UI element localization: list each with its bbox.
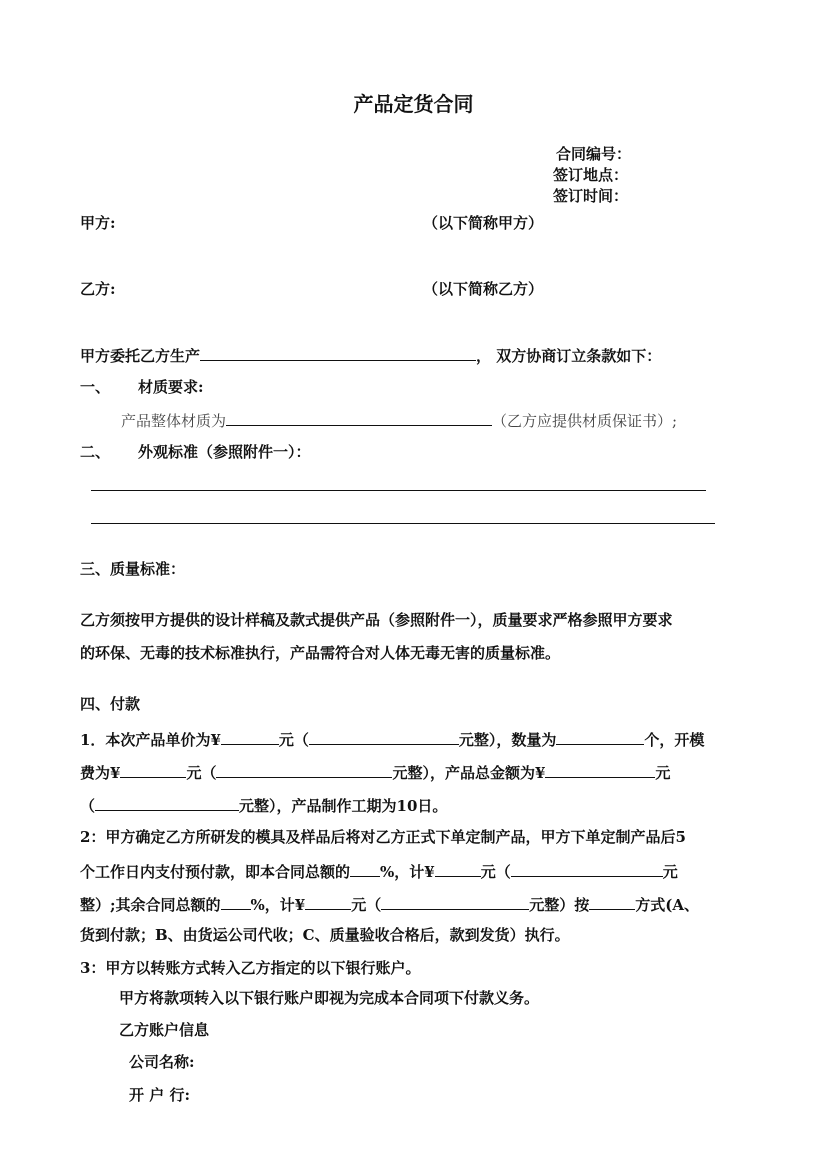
section-1-number: 一、 bbox=[80, 378, 111, 396]
quantity-blank bbox=[556, 728, 644, 745]
mold-fee-words-blank bbox=[216, 761, 392, 778]
payment-method-blank bbox=[589, 893, 635, 910]
payment-method-options: 方式(A、 bbox=[635, 896, 700, 914]
unit-price-words-blank bbox=[309, 728, 459, 745]
balance-method-label: 元整）按 bbox=[529, 896, 590, 914]
balance-label: 整）;其余合同总额的 bbox=[80, 896, 221, 914]
material-blank bbox=[226, 409, 492, 426]
party-a-label: 甲方: bbox=[80, 214, 116, 232]
account-info-heading: 乙方账户信息 bbox=[119, 1021, 210, 1039]
balance-yuan: 元（ bbox=[351, 896, 382, 914]
unit-price-blank bbox=[221, 728, 279, 745]
unit-price-yuan: 元（ bbox=[278, 731, 309, 749]
balance-words-blank bbox=[381, 893, 529, 910]
total-amount-words-blank bbox=[95, 794, 239, 811]
appearance-blank-line-2 bbox=[91, 523, 715, 524]
company-name-label: 公司名称: bbox=[129, 1053, 195, 1071]
prepayment-percent-blank bbox=[350, 860, 380, 877]
section-2-number: 二、 bbox=[80, 443, 111, 461]
material-line bbox=[121, 409, 677, 431]
balance-amount-blank bbox=[305, 893, 351, 910]
party-b-label: 乙方: bbox=[80, 280, 116, 298]
total-amount-label: 元整），产品总金额为¥ bbox=[392, 764, 546, 782]
payment-clause-2-line-2 bbox=[80, 860, 678, 882]
appearance-blank-line-1 bbox=[91, 490, 706, 491]
balance-amount-label: %，计¥ bbox=[250, 896, 306, 914]
quality-paragraph-line-1: 乙方须按甲方提供的设计样稿及款式提供产品（参照附件一），质量要求严格参照甲方要求 bbox=[80, 611, 673, 629]
quantity-label: 元整），数量为 bbox=[458, 731, 557, 749]
prepayment-words-blank bbox=[511, 860, 663, 877]
payment-line-1 bbox=[80, 728, 704, 750]
intro-text-after: ， 双方协商订立条款如下： bbox=[476, 347, 662, 365]
payment-clause-2-line-1: 2：甲方确定乙方所研发的模具及样品后将对乙方正式下单定制产品，甲方下单定制产品后5 bbox=[80, 828, 686, 846]
intro-line bbox=[80, 344, 661, 366]
section-2-heading: 外观标准（参照附件一）： bbox=[138, 443, 311, 461]
section-4-heading: 四、付款 bbox=[80, 695, 141, 713]
payment-clause-2-line-3 bbox=[80, 893, 699, 915]
product-name-blank bbox=[200, 344, 476, 361]
total-amount-yuan: 元 bbox=[655, 764, 671, 782]
sign-time-label: 签订时间： bbox=[553, 187, 629, 205]
payment-line-3 bbox=[80, 794, 447, 816]
payment-line-2 bbox=[80, 761, 670, 783]
prepayment-label: 个工作日内支付预付款，即本合同总额的 bbox=[80, 863, 351, 881]
quality-paragraph-line-2: 的环保、无毒的技术标准执行，产品需符合对人体无毒无害的质量标准。 bbox=[80, 644, 561, 662]
payment-clause-3: 3：甲方以转账方式转入乙方指定的以下银行账户。 bbox=[80, 959, 421, 977]
payment-clause-2-line-4: 货到付款；B、由货运公司代收；C、质量验收合格后，款到发货）执行。 bbox=[80, 926, 570, 944]
total-amount-blank bbox=[545, 761, 655, 778]
party-a-note: （以下简称甲方） bbox=[423, 214, 544, 232]
material-text-before: 产品整体材质为 bbox=[121, 412, 227, 430]
party-b-note: （以下简称乙方） bbox=[423, 280, 544, 298]
mold-fee-yuan: 元（ bbox=[186, 764, 217, 782]
material-text-after: （乙方应提供材质保证书）; bbox=[492, 412, 678, 430]
prepayment-amount-label: %，计¥ bbox=[380, 863, 435, 881]
total-words-open: （ bbox=[80, 797, 96, 815]
mold-fee-label: 费为¥ bbox=[80, 764, 121, 782]
unit-price-label: 1．本次产品单价为¥ bbox=[80, 731, 221, 749]
production-period-text: 元整），产品制作工期为10日。 bbox=[239, 797, 448, 815]
prepayment-words-yuan: 元 bbox=[662, 863, 678, 881]
contract-number-label: 合同编号： bbox=[556, 145, 632, 163]
intro-text-before: 甲方委托乙方生产 bbox=[80, 347, 201, 365]
section-1-heading: 材质要求: bbox=[138, 378, 204, 396]
page-title: 产品定货合同 bbox=[353, 92, 474, 116]
bank-label: 开 户 行: bbox=[129, 1086, 190, 1104]
prepayment-amount-blank bbox=[435, 860, 481, 877]
prepayment-yuan: 元（ bbox=[480, 863, 511, 881]
section-3-heading: 三、质量标准： bbox=[80, 560, 186, 578]
sign-place-label: 签订地点： bbox=[553, 166, 629, 184]
mold-fee-blank bbox=[120, 761, 186, 778]
payment-clause-3-note: 甲方将款项转入以下银行账户即视为完成本合同项下付款义务。 bbox=[119, 989, 540, 1007]
balance-percent-blank bbox=[221, 893, 251, 910]
mold-label: 个，开模 bbox=[644, 731, 705, 749]
